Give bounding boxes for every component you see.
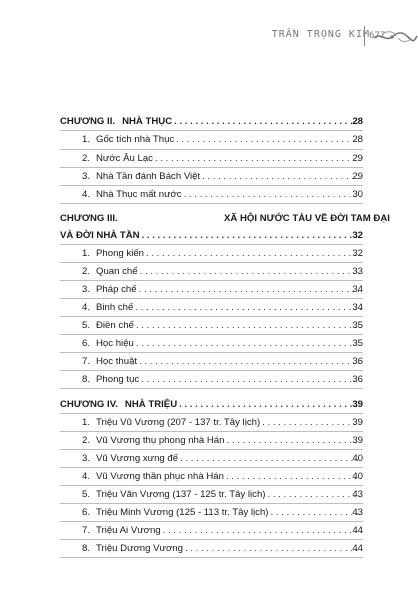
toc-chapter-title-cont: VÀ ĐỜI NHÀ TẦN — [60, 230, 140, 241]
toc-item[interactable] — [0, 540, 418, 558]
toc-item-title: Học hiệu — [96, 338, 134, 349]
dot-leader — [177, 396, 361, 414]
dot-leader — [134, 317, 361, 335]
toc-page-number: 44 — [352, 543, 363, 554]
toc-item[interactable] — [0, 414, 418, 432]
toc-chapter-label: CHƯƠNG II. — [60, 116, 116, 127]
toc-item[interactable] — [0, 371, 418, 389]
toc-page-number: 43 — [352, 507, 363, 518]
toc-page-number: 35 — [352, 320, 363, 331]
toc-item-title: Vũ Vương thụ phong nhà Hán — [96, 435, 225, 446]
toc-item-title: Pháp chế — [96, 284, 137, 295]
dot-leader — [153, 150, 361, 168]
dot-leader — [178, 450, 361, 468]
toc-page-number: 32 — [352, 248, 363, 259]
toc-page-number: 35 — [352, 338, 363, 349]
toc-item-number: 1. — [82, 134, 91, 145]
toc-item-number: 3. — [82, 284, 91, 295]
dot-leader — [200, 168, 361, 186]
dot-leader — [161, 522, 361, 540]
toc-item[interactable] — [0, 131, 418, 149]
toc-item[interactable] — [0, 168, 418, 186]
divider — [60, 203, 363, 204]
toc-page-number: 43 — [352, 489, 363, 500]
toc-item-title: Vũ Vương thần phục nhà Hán — [96, 471, 224, 482]
toc-item-title: Triệu Văn Vương (137 - 125 tr. Tây lịch) — [96, 489, 266, 500]
toc-item-title: Phong tục — [96, 374, 140, 385]
toc-item-number: 6. — [82, 507, 91, 518]
dot-leader — [144, 245, 361, 263]
toc-item-number: 2. — [82, 153, 91, 164]
toc-item-number: 4. — [82, 302, 91, 313]
toc-item-number: 3. — [82, 453, 91, 464]
toc-chapter-label: CHƯƠNG III. — [60, 213, 118, 224]
dot-leader — [139, 371, 361, 389]
toc-item-title: Triệu Dương Vương — [96, 543, 183, 554]
toc-item-number: 5. — [82, 489, 91, 500]
dot-leader — [133, 299, 361, 317]
toc-item-title: Binh chế — [96, 302, 134, 313]
toc-item-number: 7. — [82, 525, 91, 536]
divider — [60, 557, 363, 558]
toc-item-title: Quan chế — [96, 266, 138, 277]
toc-item[interactable] — [0, 186, 418, 204]
toc-item[interactable] — [0, 486, 418, 504]
dot-leader — [134, 335, 361, 353]
toc-item[interactable] — [0, 504, 418, 522]
toc-item[interactable] — [0, 281, 418, 299]
running-header — [0, 26, 418, 50]
dot-leader — [137, 281, 361, 299]
toc-item[interactable] — [0, 432, 418, 450]
toc-item[interactable] — [0, 317, 418, 335]
dot-leader — [182, 186, 361, 204]
toc-item[interactable] — [0, 335, 418, 353]
toc-item-title: Nhà Tần đánh Bách Việt — [96, 171, 201, 182]
toc-item-number: 5. — [82, 320, 91, 331]
toc-item-number: 7. — [82, 356, 91, 367]
toc-item[interactable] — [0, 353, 418, 371]
page-number: 677 — [364, 26, 381, 46]
toc-item-title: Triệu Minh Vương (125 - 113 tr. Tây lịch) — [96, 507, 269, 518]
toc-page-number: 30 — [352, 189, 363, 200]
toc-item[interactable] — [0, 245, 418, 263]
toc-chapter-3[interactable] — [0, 227, 418, 245]
toc-item-title: Phong kiến — [96, 248, 145, 259]
divider — [60, 388, 363, 389]
toc-chapter-title: XÃ HỘI NƯỚC TÀU VỀ ĐỜI TAM ĐẠI — [224, 213, 390, 224]
toc-item-title: Nước Âu Lạc — [96, 153, 153, 164]
toc-page-number: 29 — [352, 153, 363, 164]
toc-item[interactable] — [0, 522, 418, 540]
toc-item-title: Vũ Vương xưng đế — [96, 453, 179, 464]
toc-page-number: 39 — [352, 399, 363, 410]
toc-page-number: 29 — [352, 171, 363, 182]
toc-page-number: 36 — [352, 356, 363, 367]
dot-leader — [140, 227, 361, 245]
toc-item-number: 4. — [82, 471, 91, 482]
toc-item-title: Gốc tích nhà Thục — [96, 134, 175, 145]
toc-page-number: 40 — [352, 471, 363, 482]
toc-item-title: Điền chế — [96, 320, 134, 331]
toc-page-number: 33 — [352, 266, 363, 277]
dot-leader — [138, 263, 361, 281]
toc-page-number: 34 — [352, 284, 363, 295]
toc-item[interactable] — [0, 263, 418, 281]
toc-item[interactable] — [0, 468, 418, 486]
toc-chapter-title: NHÀ THỤC — [122, 116, 173, 127]
toc-item[interactable] — [0, 299, 418, 317]
toc-page-number: 39 — [352, 435, 363, 446]
toc-item-number: 8. — [82, 543, 91, 554]
toc-chapter-2[interactable] — [0, 113, 418, 131]
toc-item-number: 3. — [82, 171, 91, 182]
toc-item-number: 6. — [82, 338, 91, 349]
toc-page-number: 32 — [352, 230, 363, 241]
toc-item-number: 8. — [82, 374, 91, 385]
toc-item-title: Nhà Thục mất nước — [96, 189, 182, 200]
toc-item-number: 1. — [82, 248, 91, 259]
toc-page-number: 34 — [352, 302, 363, 313]
toc-item-number: 2. — [82, 266, 91, 277]
flourish-ornament-icon — [372, 29, 418, 45]
dot-leader — [137, 353, 361, 371]
toc-page-number: 40 — [352, 453, 363, 464]
dot-leader — [172, 113, 361, 131]
toc-page-number: 28 — [352, 116, 363, 127]
toc-page-number: 28 — [352, 134, 363, 145]
toc-item-title: Triệu Ai Vương — [96, 525, 161, 536]
toc-chapter-label: CHƯƠNG IV. — [60, 399, 118, 410]
toc-item[interactable] — [0, 150, 418, 168]
dot-leader — [183, 540, 361, 558]
toc-chapter-title: NHÀ TRIỆU — [124, 399, 178, 410]
toc-item-number: 4. — [82, 189, 91, 200]
toc-page-number: 44 — [352, 525, 363, 536]
toc-page-number: 39 — [352, 417, 363, 428]
running-header-author: TRẦN TRỌNG KIM — [271, 29, 370, 40]
dot-leader — [174, 131, 361, 149]
toc-item[interactable] — [0, 450, 418, 468]
toc-page-number: 36 — [352, 374, 363, 385]
toc-item-number: 2. — [82, 435, 91, 446]
toc-chapter-4[interactable] — [0, 396, 418, 414]
toc-item-title: Học thuật — [96, 356, 138, 367]
toc-item-number: 1. — [82, 417, 91, 428]
toc-item-title: Triệu Vũ Vương (207 - 137 tr. Tây lịch) — [96, 417, 261, 428]
